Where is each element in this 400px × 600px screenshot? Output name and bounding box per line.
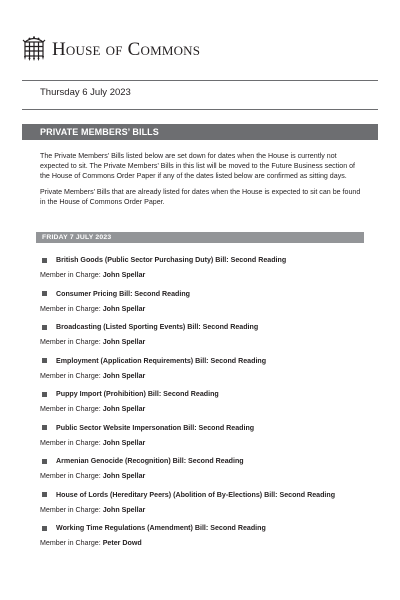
square-bullet-icon (42, 526, 47, 531)
bill-item (40, 255, 370, 289)
square-bullet-icon (42, 492, 47, 497)
member-name: John Spellar (102, 338, 146, 346)
bill-item (40, 423, 370, 457)
bill-title: Armenian Genocide (Recognition) Bill: Second Reading (56, 457, 244, 465)
member-name: John Spellar (102, 405, 146, 413)
bill-list (40, 255, 370, 557)
member-name: Peter Dowd (102, 539, 142, 547)
member-in-charge: Member in Charge: Peter Dowd (40, 539, 142, 547)
section-heading: PRIVATE MEMBERS’ BILLS (22, 124, 378, 140)
bill-item (40, 490, 370, 524)
member-in-charge: Member in Charge: John Spellar (40, 472, 146, 480)
member-name: John Spellar (102, 371, 146, 380)
bill-title: Public Sector Website Impersonation Bill: Second Reading (56, 423, 255, 432)
bill-title: Broadcasting (Listed Sporting Events) Bill: Second Reading (56, 323, 259, 331)
member-name: John Spellar (102, 472, 146, 480)
bill-title: Working Time Regulations (Amendment) Bill: Second Reading (56, 524, 266, 532)
member-in-charge: Member in Charge: John Spellar (40, 371, 146, 380)
bill-item (40, 289, 370, 323)
bill-title: Consumer Pricing Bill: Second Reading (56, 289, 191, 298)
bill-item (40, 389, 370, 423)
bill-title: Puppy Import (Prohibition) Bill: Second Reading (56, 390, 219, 398)
member-name: John Spellar (102, 304, 146, 313)
bill-item (40, 356, 370, 390)
bill-item (40, 523, 370, 557)
header-rule (22, 80, 378, 81)
section-intro (40, 151, 362, 212)
member-in-charge: Member in Charge: John Spellar (40, 505, 146, 514)
house-title: HOUSE OF COMMONS (52, 38, 201, 60)
square-bullet-icon (42, 325, 47, 330)
bill-item (40, 456, 370, 490)
intro-paragraph: Private Members’ Bills that are already listed for dates when the House is expected to sit can be found in the House of Commons Order Paper. (40, 187, 361, 206)
member-in-charge: Member in Charge: John Spellar (40, 304, 146, 313)
member-name: John Spellar (102, 438, 146, 447)
masthead (22, 36, 200, 62)
bill-title: British Goods (Public Sector Purchasing Duty) Bill: Second Reading (56, 256, 287, 264)
square-bullet-icon (42, 291, 47, 296)
date-rule (22, 109, 378, 110)
intro-paragraph: The Private Members’ Bills listed below are set down for dates when the House is currently not expected to sit. The Private Members’ Bills in this list will be moved to the Future Business section of the House of Commons Order Paper if any of the dates listed below are confirmed as sitting days. (40, 152, 356, 181)
member-in-charge: Member in Charge: John Spellar (40, 405, 146, 413)
member-in-charge: Member in Charge: John Spellar (40, 338, 146, 346)
bill-title: House of Lords (Hereditary Peers) (Abolition of By-Elections) Bill: Second Reading (56, 490, 336, 499)
bill-title: Employment (Application Requirements) Bill: Second Reading (56, 356, 267, 365)
square-bullet-icon (42, 258, 47, 263)
document-date: Thursday 6 July 2023 (40, 87, 131, 98)
square-bullet-icon (42, 358, 47, 363)
day-heading: FRIDAY 7 JULY 2023 (36, 232, 364, 243)
member-in-charge: Member in Charge: John Spellar (40, 438, 146, 447)
square-bullet-icon (42, 459, 47, 464)
square-bullet-icon (42, 425, 47, 430)
bill-item (40, 322, 370, 356)
member-name: John Spellar (102, 505, 146, 514)
square-bullet-icon (42, 392, 47, 397)
member-name: John Spellar (102, 271, 146, 279)
member-in-charge: Member in Charge: John Spellar (40, 271, 146, 279)
portcullis-icon (22, 36, 46, 62)
